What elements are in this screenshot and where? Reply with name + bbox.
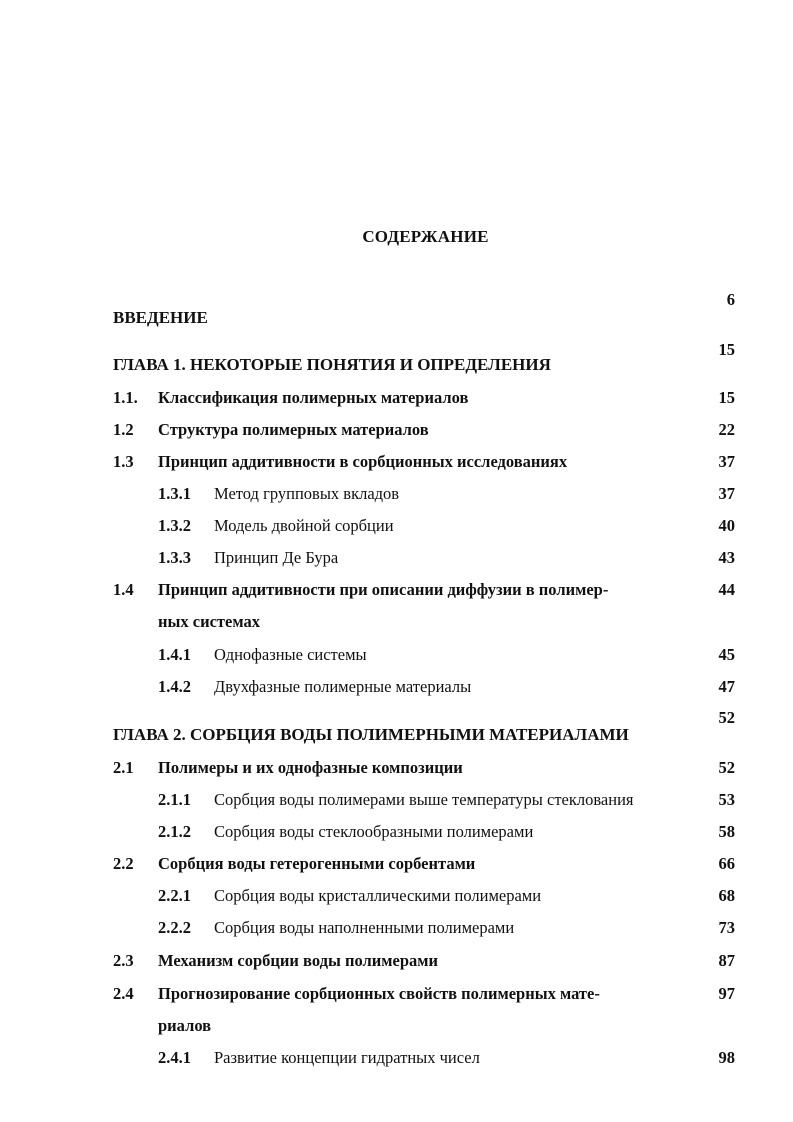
- toc-section-number: 2.4.1: [158, 1048, 191, 1067]
- toc-page-number: 40: [718, 516, 735, 535]
- toc-page-number: 22: [718, 420, 735, 439]
- toc-entry-label-line-2: риалов: [158, 1016, 212, 1035]
- toc-entry-label: Сорбция воды гетерогенными сорбентами: [158, 854, 476, 873]
- toc-page-number: 52: [718, 708, 735, 727]
- toc-section-number: 2.2.1: [158, 886, 191, 905]
- toc-entry-label: ГЛАВА 1. НЕКОТОРЫЕ ПОНЯТИЯ И ОПРЕДЕЛЕНИЯ: [113, 355, 551, 374]
- toc-entry-label: Двухфазные полимерные материалы: [214, 677, 472, 696]
- toc-page-number: 15: [718, 340, 735, 359]
- toc-page-number: 87: [718, 951, 735, 970]
- toc-page-number: 37: [718, 452, 735, 471]
- toc-section-number: 2.3: [113, 951, 134, 970]
- toc-entry-label: Модель двойной сорбции: [214, 516, 394, 535]
- toc-entry-label-line-1: Прогнозирование сорбционных свойств полимерных мате-: [158, 984, 600, 1003]
- toc-page-number: 73: [718, 918, 735, 937]
- toc-section-number: 1.4.1: [158, 645, 191, 664]
- toc-page-number: 15: [718, 388, 735, 407]
- toc-page-number: 58: [718, 822, 735, 841]
- toc-entry-label: Принцип Де Бура: [214, 548, 339, 567]
- toc-entry-label: ВВЕДЕНИЕ: [113, 308, 208, 327]
- toc-entry-label: ГЛАВА 2. СОРБЦИЯ ВОДЫ ПОЛИМЕРНЫМИ МАТЕРИАЛАМИ: [113, 725, 629, 744]
- toc-page-number: 43: [718, 548, 735, 567]
- toc-entry-label: Развитие концепции гидратных чисел: [214, 1048, 480, 1067]
- toc-section-number: 2.1: [113, 758, 134, 777]
- toc-section-number: 2.1.1: [158, 790, 191, 809]
- toc-section-number: 1.3.1: [158, 484, 191, 503]
- toc-section-number: 1.4.2: [158, 677, 191, 696]
- toc-section-number: 2.2.2: [158, 918, 191, 937]
- toc-entry-label: Метод групповых вкладов: [214, 484, 400, 503]
- toc-entry-label: Полимеры и их однофазные композиции: [158, 758, 463, 777]
- toc-page-number: 68: [718, 886, 735, 905]
- toc-section-number: 1.4: [113, 580, 134, 599]
- toc-entry-label-line-1: Принцип аддитивности при описании диффузии в полимер-: [158, 580, 609, 599]
- toc-page-number: 52: [718, 758, 735, 777]
- toc-section-number: 2.1.2: [158, 822, 191, 841]
- toc-section-number: 2.4: [113, 984, 134, 1003]
- toc-entry-label: Классификация полимерных материалов: [158, 388, 469, 407]
- toc-entry-label: Сорбция воды наполненными полимерами: [214, 918, 515, 937]
- toc-page-number: 45: [718, 645, 735, 664]
- toc-page-number: 53: [718, 790, 735, 809]
- toc-entry-label: Механизм сорбции воды полимерами: [158, 951, 439, 970]
- toc-section-number: 1.3.3: [158, 548, 191, 567]
- toc-entry-label: Структура полимерных материалов: [158, 420, 429, 439]
- toc-entry-label: Однофазные системы: [214, 645, 367, 664]
- toc-section-number: 1.2: [113, 420, 134, 439]
- toc-entry-label: Сорбция воды кристаллическими полимерами: [214, 886, 542, 905]
- toc-entry-label: Принцип аддитивности в сорбционных исследованиях: [158, 452, 568, 471]
- toc-page-number: 66: [718, 854, 735, 873]
- toc-page-number: 97: [718, 984, 735, 1003]
- toc-page-number: 47: [718, 677, 735, 696]
- toc-entry-label: Сорбция воды полимерами выше температуры стеклования: [214, 790, 634, 809]
- toc-section-number: 2.2: [113, 854, 134, 873]
- toc-page-number: 37: [718, 484, 735, 503]
- toc-page-number: 98: [718, 1048, 735, 1067]
- toc-page-number: 44: [718, 580, 735, 599]
- page-title: СОДЕРЖАНИЕ: [362, 227, 489, 246]
- toc-section-number: 1.3.2: [158, 516, 191, 535]
- toc-page-number: 6: [726, 290, 735, 309]
- toc-entry-label-line-2: ных системах: [158, 612, 260, 631]
- toc-entry-label: Сорбция воды стеклообразными полимерами: [214, 822, 534, 841]
- toc-section-number: 1.1.: [113, 388, 138, 407]
- toc-section-number: 1.3: [113, 452, 134, 471]
